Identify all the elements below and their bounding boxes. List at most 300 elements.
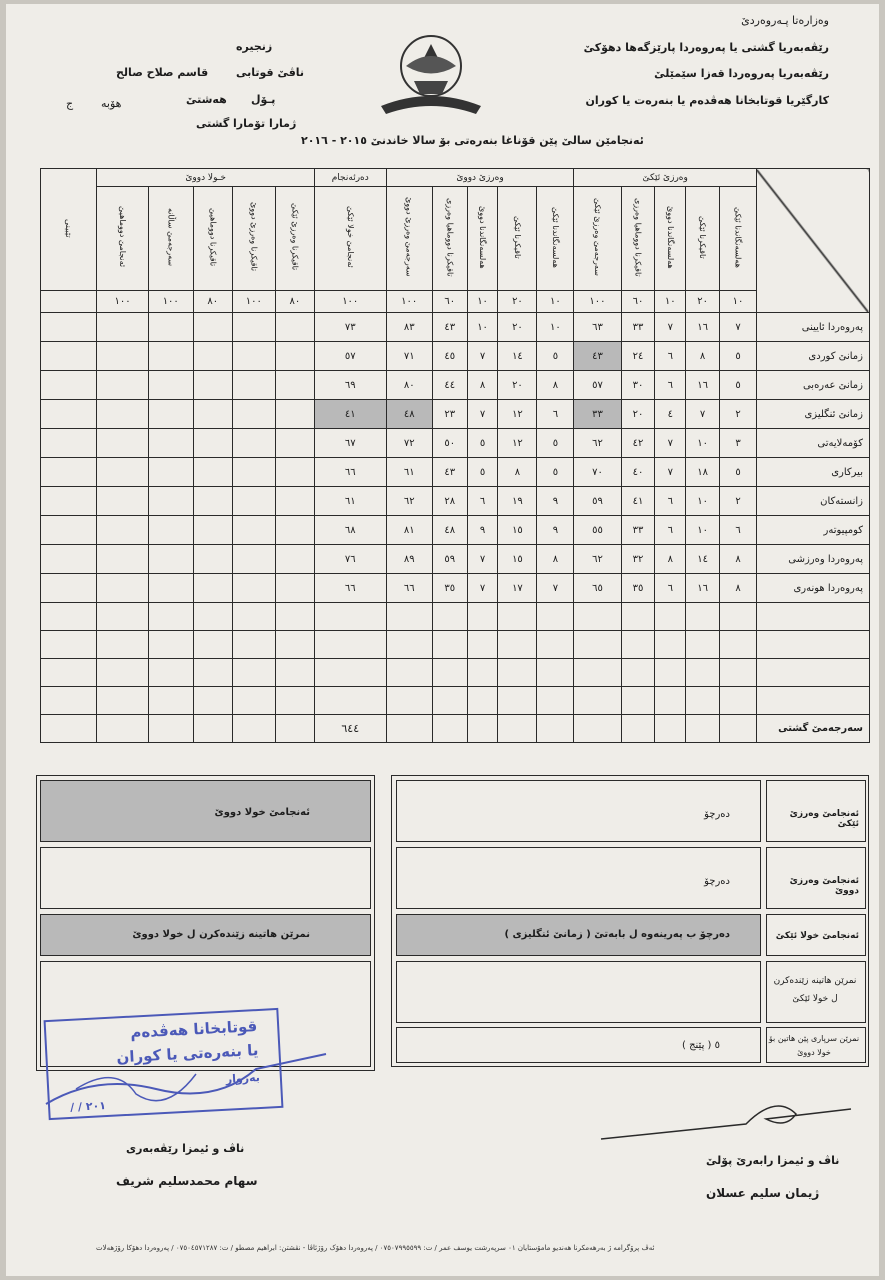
blank-cell [574, 603, 621, 631]
blank-cell [498, 687, 537, 715]
ministry-line: وەزارەتا پـەروەردێ [741, 14, 829, 27]
table-row [41, 516, 870, 545]
blank-cell [232, 659, 275, 687]
blank-cell [386, 687, 432, 715]
term2-cell: ١٤ [498, 342, 537, 371]
round2-cell [232, 516, 275, 545]
round2-cell [97, 516, 148, 545]
term1-cell: ٥٧ [574, 371, 621, 400]
term2-cell: ٧ [467, 574, 498, 603]
round2-cell [193, 458, 232, 487]
term2-cell: ١٠ [467, 313, 498, 342]
term1-cell: ٣٣ [621, 313, 655, 342]
max-cell: ١٠٠ [97, 291, 148, 313]
term2-cell: ١٥ [498, 516, 537, 545]
round2-cell [97, 574, 148, 603]
notes-cell [41, 342, 97, 371]
document-page [6, 4, 879, 1276]
term1-cell: ٧ [720, 313, 757, 342]
term1-cell: ٧٠ [574, 458, 621, 487]
blank-cell [193, 659, 232, 687]
table-row [41, 487, 870, 516]
round2-cell [97, 429, 148, 458]
term2-cell: ٢٣ [432, 400, 467, 429]
term2-cell: ٢٨ [432, 487, 467, 516]
blank-cell [756, 631, 869, 659]
round2-cell [148, 516, 193, 545]
term2-cell: ٥ [537, 429, 574, 458]
term2-cell: ٧ [467, 342, 498, 371]
round2-cell [232, 371, 275, 400]
round2-cell [232, 574, 275, 603]
document-title: ئەنجامێن سالێ پێن قۆناغا بنەرەتی بۆ سالا خاندنێ ٢٠١٥ - ٢٠١٦ [301, 134, 644, 147]
blank-cell [655, 631, 686, 659]
serial-label: زنجیرە [236, 40, 273, 53]
term1-cell: ٦ [655, 487, 686, 516]
second-term-result-label: ئەنجامێ وەرزێ دووێ [766, 847, 866, 909]
total-label: سەرجەمێ گشتی [756, 715, 869, 743]
blank-cell [432, 659, 467, 687]
round2-cell [97, 342, 148, 371]
term1-cell: ٢٠ [621, 400, 655, 429]
term2-cell: ٧ [537, 574, 574, 603]
term1-cell: ١٠ [686, 487, 720, 516]
term1-cell: ٦٢ [574, 545, 621, 574]
stamp-date: / / ٢٠١ [69, 1099, 107, 1114]
term2-cell: ٧ [467, 545, 498, 574]
round2-cell [148, 574, 193, 603]
blank-cell [41, 603, 97, 631]
principal-signature-icon [36, 1034, 336, 1124]
added-value: ٥ ( پێنج ) [396, 1027, 761, 1063]
subject-name: بیرکاری [756, 458, 869, 487]
t2-col-5: سەرجەمێ وەرزێ دووێ [386, 187, 432, 291]
term2-cell: ٨١ [386, 516, 432, 545]
blank-cell [41, 659, 97, 687]
table-row [41, 574, 870, 603]
t2-col-2: تاقیکرنا ئێکێ [498, 187, 537, 291]
blank-cell [574, 687, 621, 715]
term2-cell: ١٢ [498, 400, 537, 429]
blank-cell [432, 603, 467, 631]
term1-cell: ٢٤ [621, 342, 655, 371]
r2-col-2: تاقیکرنا وەرزێ دووێ [232, 187, 275, 291]
round2-cell [275, 574, 314, 603]
t2-col-4: تاقیکرنا دووماهیا وەرزی [432, 187, 467, 291]
max-marks-row [41, 291, 870, 313]
directorate-line: رێڤەبەریا گشتی یا پەروەردا پارێزگەها دهۆکێ [583, 41, 829, 54]
blank-cell [314, 603, 386, 631]
blank-cell [232, 687, 275, 715]
term1-cell: ١٤ [686, 545, 720, 574]
subject-name: پەروەردا هونەری [756, 574, 869, 603]
term2-cell: ٢٠ [498, 371, 537, 400]
term1-cell: ٤٢ [621, 429, 655, 458]
second-term-result-value: دەرچۆ [396, 847, 761, 909]
term2-cell: ٤٣ [432, 313, 467, 342]
term2-cell: ٧١ [386, 342, 432, 371]
term2-cell: ٨ [498, 458, 537, 487]
section-label: هۆبە [101, 97, 122, 110]
school-line: کارگێریا قوتابخانا هەڤدەم یا بنەرەت یا کوران [585, 94, 829, 107]
term1-cell: ٧ [655, 313, 686, 342]
blank-cell [467, 603, 498, 631]
carried2-label: نمرێن هاتینە زێندەکرن ل خولا دووێ [40, 914, 371, 956]
blank-cell [41, 687, 97, 715]
round2-cell [97, 313, 148, 342]
diagonal-corner [756, 169, 869, 313]
round2-cell [193, 429, 232, 458]
blank-cell [314, 631, 386, 659]
year-col: ئەنجامێ خولا ئێکێ [314, 187, 386, 291]
year-result-header: دەرئەنجام [314, 169, 386, 187]
round2-cell [148, 487, 193, 516]
term2-cell: ٧ [467, 400, 498, 429]
first-term-result-value: دەرچۆ [396, 780, 761, 842]
blank-cell [97, 659, 148, 687]
teacher-title: ناڤ و ئیمزا رابەرێ پۆلێ [706, 1154, 840, 1167]
term1-cell: ٥ [720, 342, 757, 371]
round2-cell [232, 429, 275, 458]
term1-cell: ٧ [686, 400, 720, 429]
round2-cell [275, 458, 314, 487]
subject-name: پەروەردا ئایینی [756, 313, 869, 342]
term2-cell: ٦٢ [386, 487, 432, 516]
subject-name: زمانێ ئنگلیزی [756, 400, 869, 429]
blank-cell [148, 659, 193, 687]
blank-cell [193, 687, 232, 715]
table-row [41, 371, 870, 400]
blank-cell [97, 687, 148, 715]
t2-col-1: هەلسەنگاندنا ئێکێ [537, 187, 574, 291]
blank-cell [275, 603, 314, 631]
year-cell: ٧٦ [314, 545, 386, 574]
term1-cell: ١٨ [686, 458, 720, 487]
term2-cell: ٥ [537, 342, 574, 371]
subject-name: زمانێ کوردی [756, 342, 869, 371]
notes-cell [41, 487, 97, 516]
term2-cell: ٨ [537, 545, 574, 574]
term1-cell: ٦ [655, 371, 686, 400]
round2-cell [232, 487, 275, 516]
year-cell: ٧٣ [314, 313, 386, 342]
round2-cell [148, 429, 193, 458]
blank-cell [686, 687, 720, 715]
blank-cell [655, 659, 686, 687]
round2-cell [275, 487, 314, 516]
blank-cell [756, 659, 869, 687]
second-term-header: وەرزێ دووێ [386, 169, 574, 187]
round2-cell [232, 313, 275, 342]
blank-cell [655, 603, 686, 631]
subject-name: زمانێ عەرەبی [756, 371, 869, 400]
round2-cell [193, 313, 232, 342]
round2-cell [148, 545, 193, 574]
term2-cell: ٦ [537, 400, 574, 429]
blank-cell [41, 631, 97, 659]
t1-col-4: تاقیکرنا دووماهیا وەرزی [621, 187, 655, 291]
student-name-value: قاسم صلاح صالح [116, 66, 209, 79]
blank-cell [148, 631, 193, 659]
term1-cell: ٣ [720, 429, 757, 458]
year-cell: ٦٧ [314, 429, 386, 458]
term2-cell: ٢٠ [498, 313, 537, 342]
max-cell: ١٠٠ [232, 291, 275, 313]
blank-cell [386, 631, 432, 659]
round2-cell [97, 458, 148, 487]
term2-cell: ١٥ [498, 545, 537, 574]
table-row [41, 429, 870, 458]
max-cell: ١٠ [655, 291, 686, 313]
term2-cell: ٤٣ [432, 458, 467, 487]
round2-cell [97, 371, 148, 400]
round2-cell [193, 574, 232, 603]
term1-cell: ٨ [655, 545, 686, 574]
term1-cell: ١٦ [686, 313, 720, 342]
subject-name: زانستەکان [756, 487, 869, 516]
blank-cell [686, 631, 720, 659]
blank-cell [621, 631, 655, 659]
round2-result-value [40, 847, 371, 909]
table-row [41, 342, 870, 371]
stamp-line1: قوتابخانا هەڤدەم [129, 1017, 258, 1042]
term2-cell: ٤٨ [432, 516, 467, 545]
blank-cell [193, 603, 232, 631]
term1-cell: ٧ [655, 458, 686, 487]
term1-cell: ٢ [720, 487, 757, 516]
term1-cell: ١٦ [686, 574, 720, 603]
term2-cell: ٣٥ [432, 574, 467, 603]
term1-cell: ٧ [655, 429, 686, 458]
t1-col-3: هەلسەنگاندنا دووێ [655, 187, 686, 291]
term1-cell: ٣٢ [621, 545, 655, 574]
round2-result-label: ئەنجامێ خولا دووێ [40, 780, 371, 842]
round2-cell [193, 516, 232, 545]
term1-cell: ٨ [686, 342, 720, 371]
round2-cell [193, 487, 232, 516]
term2-cell: ٥ [537, 458, 574, 487]
round2-cell [232, 342, 275, 371]
stamp-line2: یا بنەرەتی یا کوران [116, 1041, 259, 1067]
r2-col-5: ئەنجامێ دووماهیێ [97, 187, 148, 291]
max-cell: ١٠٠ [314, 291, 386, 313]
blank-cell [498, 603, 537, 631]
blank-cell [537, 687, 574, 715]
year-cell: ٦٦ [314, 574, 386, 603]
term2-cell: ٦٦ [386, 574, 432, 603]
stamp-line3: بەروار [225, 1070, 261, 1086]
term1-cell: ٣٣ [574, 400, 621, 429]
first-term-header: وەرزێ ئێکێ [574, 169, 757, 187]
term2-cell: ٤٤ [432, 371, 467, 400]
blank-cell [386, 659, 432, 687]
notes-cell [41, 458, 97, 487]
term1-cell: ٤ [655, 400, 686, 429]
term1-cell: ٣٣ [621, 516, 655, 545]
term2-cell: ٦١ [386, 458, 432, 487]
second-round-header: خـولا دووێ [97, 169, 314, 187]
round2-cell [275, 400, 314, 429]
term2-cell: ١٢ [498, 429, 537, 458]
blank-cell [314, 687, 386, 715]
max-cell: ١٠٠ [574, 291, 621, 313]
round2-cell [97, 545, 148, 574]
blank-cell [720, 603, 757, 631]
blank-cell [386, 603, 432, 631]
blank-cell [574, 659, 621, 687]
term1-cell: ٨ [720, 545, 757, 574]
term1-cell: ١٠ [686, 429, 720, 458]
round2-cell [193, 400, 232, 429]
term2-cell: ٥ [467, 429, 498, 458]
t2-col-3: هەلسەنگاندنا دووێ [467, 187, 498, 291]
round2-cell [275, 429, 314, 458]
notes-cell [41, 400, 97, 429]
term1-cell: ١٠ [686, 516, 720, 545]
blank-cell [621, 603, 655, 631]
term1-cell: ٥٥ [574, 516, 621, 545]
t1-col-5: سەرجەمێ وەرزێ ئێکێ [574, 187, 621, 291]
term1-cell: ٥ [720, 458, 757, 487]
round2-cell [275, 516, 314, 545]
blank-cell [467, 631, 498, 659]
round2-cell [232, 545, 275, 574]
carried-value [396, 961, 761, 1023]
round2-cell [193, 371, 232, 400]
max-cell: ١٠ [467, 291, 498, 313]
blank-cell [467, 687, 498, 715]
notes-cell [41, 545, 97, 574]
term1-cell: ٨ [720, 574, 757, 603]
max-cell: ١٠ [720, 291, 757, 313]
max-cell: ٦٠ [621, 291, 655, 313]
subject-name: کومپیوتەر [756, 516, 869, 545]
term1-cell: ٦ [720, 516, 757, 545]
max-cell: ٢٠ [686, 291, 720, 313]
principal-name: سهام محمدسلیم شریف [116, 1174, 258, 1188]
round2-cell [275, 371, 314, 400]
round2-cell [148, 458, 193, 487]
blank-cell [655, 687, 686, 715]
round2-cell [148, 313, 193, 342]
first-term-result-label: ئەنجامێ وەرزێ ئێکێ [766, 780, 866, 842]
term2-cell: ٥ [467, 458, 498, 487]
footer-note: ئەڤ پرۆگرامە ژ بەرهەمکرنا هەندیو مامۆستایان ٠١ سرپەرشت یوسف عمر / ت: ٠٧٥٠٧٩٩٥٥٩٩ / پەروەردا دهۆک رۆژئاڤا - نڤشتن: ابراهیم مصطو / ت: ٠٧٥٠٤٥٧١٢٨٧ / پەروەردا دهۆکا رۆژهەلات [96, 1244, 655, 1252]
district-line: رێڤەبەریا پەروەردا قەزا سێمێلێ [654, 67, 829, 80]
term1-cell: ١٦ [686, 371, 720, 400]
blank-cell [720, 659, 757, 687]
year-cell: ٦٩ [314, 371, 386, 400]
blank-cell [621, 687, 655, 715]
term2-cell: ٨٣ [386, 313, 432, 342]
term1-cell: ٦ [655, 574, 686, 603]
max-cell: ٢٠ [498, 291, 537, 313]
subject-name: پەروەردا وەرزشی [756, 545, 869, 574]
blank-cell [314, 659, 386, 687]
blank-cell [537, 631, 574, 659]
round2-cell [148, 400, 193, 429]
blank-cell [193, 631, 232, 659]
table-row [41, 458, 870, 487]
class-label: پـۆل [251, 93, 276, 106]
r2-col-3: تاقیکرنا دووماهیێ [193, 187, 232, 291]
term1-cell: ٤١ [621, 487, 655, 516]
term2-cell: ١٧ [498, 574, 537, 603]
teacher-name: ژیمان سلیم عسلان [706, 1186, 820, 1200]
blank-cell [756, 687, 869, 715]
blank-cell [621, 659, 655, 687]
round2-cell [148, 342, 193, 371]
notes-cell [41, 574, 97, 603]
term2-cell: ٧٢ [386, 429, 432, 458]
blank-cell [232, 603, 275, 631]
notes-cell [41, 429, 97, 458]
round2-cell [232, 458, 275, 487]
term2-cell: ٩ [537, 487, 574, 516]
round2-cell [97, 487, 148, 516]
blank-cell [275, 631, 314, 659]
t1-col-2: تاقیکرنا ئێکێ [686, 187, 720, 291]
max-cell: ٦٠ [432, 291, 467, 313]
year-cell: ٦٨ [314, 516, 386, 545]
added-label: نمرێن سرپاری پێن هاتین بۆ خولا دووێ [766, 1027, 866, 1063]
round1-result-label: ئەنجامێ خولا ئێکێ [766, 914, 866, 956]
table-row [41, 545, 870, 574]
round2-cell [193, 342, 232, 371]
t1-col-1: هەلسەنگاندنا ئێکێ [720, 187, 757, 291]
term1-cell: ٥ [720, 371, 757, 400]
emblem-icon [376, 26, 486, 121]
round2-cell [275, 342, 314, 371]
blank-row [41, 659, 870, 687]
notes-cell [41, 516, 97, 545]
term1-cell: ٤٠ [621, 458, 655, 487]
term1-cell: ٦٢ [574, 429, 621, 458]
max-cell: ٨٠ [275, 291, 314, 313]
blank-cell [275, 659, 314, 687]
term2-cell: ٨٠ [386, 371, 432, 400]
table-row [41, 313, 870, 342]
blank-cell [148, 687, 193, 715]
class-value: هەشتێ [186, 93, 227, 106]
notes-cell [41, 371, 97, 400]
principal-title: ناڤ و ئیمزا رێڤەبەری [126, 1142, 245, 1155]
blank-row [41, 687, 870, 715]
year-cell: ٦٦ [314, 458, 386, 487]
blank-cell [537, 603, 574, 631]
total-row [41, 715, 870, 743]
term1-cell: ٦ [655, 342, 686, 371]
year-cell: ٤١ [314, 400, 386, 429]
blank-cell [432, 687, 467, 715]
blank-cell [97, 603, 148, 631]
grades-table [40, 168, 870, 743]
blank-cell [275, 687, 314, 715]
section-value: ج [66, 97, 74, 110]
blank-cell [232, 631, 275, 659]
term2-cell: ٩ [467, 516, 498, 545]
term1-cell: ٤٣ [574, 342, 621, 371]
term1-cell: ٢ [720, 400, 757, 429]
notes-header: تێبینی [41, 169, 97, 291]
term1-cell: ٣٠ [621, 371, 655, 400]
round1-result-value: دەرچۆ ب پەرینەوە ل بابەتێ ( زمانێ ئنگلیزی ) [396, 914, 761, 956]
blank-cell [97, 631, 148, 659]
blank-cell [498, 659, 537, 687]
term2-cell: ٦ [467, 487, 498, 516]
term2-cell: ٨٩ [386, 545, 432, 574]
blank-cell [686, 603, 720, 631]
